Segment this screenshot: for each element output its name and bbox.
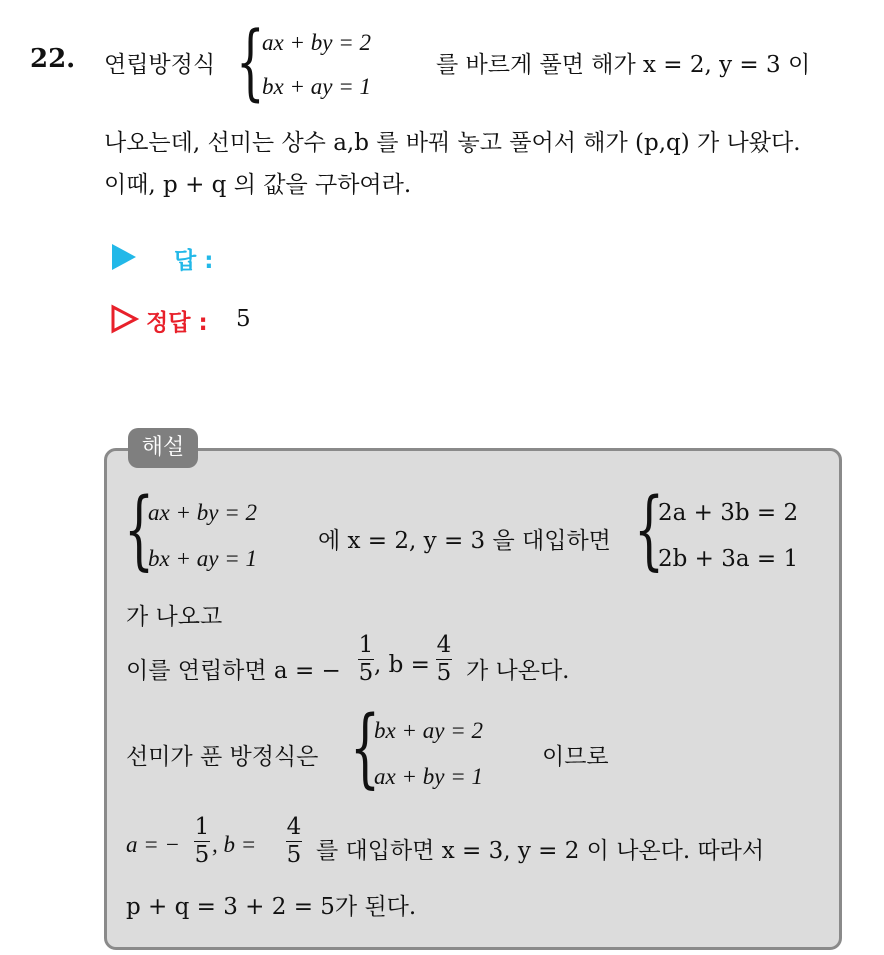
problem-line2: 나오는데, 선미는 상수 a,b 를 바꿔 놓고 풀어서 해가 (p,q) 가 나왔다. (104, 130, 801, 156)
solution-frac-1 (358, 634, 374, 685)
solution-line-a: a = − (126, 832, 181, 857)
correct-answer-value: 5 (236, 306, 251, 332)
solution-line-result: 를 대입하면 x = 3, y = 2 이 나온다. 따라서 (316, 838, 765, 864)
problem-number: 22. (30, 44, 76, 74)
system-eq-1: ax + by = 2 (262, 30, 371, 55)
answer-arrow-icon (110, 242, 138, 272)
frac2-den: 5 (436, 660, 452, 686)
solution-line-ganaogo: 가 나오고 (126, 604, 223, 630)
solution-system2-eq2: 2b + 3a = 1 (658, 546, 799, 572)
solution-system3-eq1: bx + ay = 2 (374, 718, 483, 743)
frac1-num: 1 (358, 632, 374, 658)
solution-solve-prefix: 이를 연립하면 a = − (126, 658, 341, 684)
solution-system1-eq1: ax + by = 2 (148, 500, 257, 525)
problem-prefix: 연립방정식 (104, 52, 216, 78)
system-eq-2: bx + ay = 1 (262, 74, 371, 99)
frac1-den: 5 (358, 660, 374, 686)
solution-sub-text: 에 x = 2, y = 3 을 대입하면 (318, 528, 611, 554)
solution-system3-eq2: ax + by = 1 (374, 764, 483, 789)
frac4-num: 4 (286, 814, 302, 840)
system-brace: { (236, 15, 265, 110)
solution-system2-eq1: 2a + 3b = 2 (658, 500, 799, 526)
answer-label: 답 : (174, 248, 214, 274)
solution-frac-4 (286, 816, 302, 867)
solution-seonmi-prefix: 선미가 푼 방정식은 (126, 744, 319, 770)
frac3-num: 1 (194, 814, 210, 840)
solution-solve-mid: , b = (374, 652, 430, 678)
problem-line3: 이때, p + q 의 값을 구하여라. (104, 172, 412, 198)
solution-tab: 해설 (128, 428, 198, 468)
solution-final: p + q = 3 + 2 = 5가 된다. (126, 894, 417, 920)
frac4-den: 5 (286, 842, 302, 868)
solution-brace-2: { (634, 480, 665, 580)
correct-answer-label: 정답 : (146, 310, 208, 336)
problem-line1-suffix: 를 바르게 풀면 해가 x = 2, y = 3 이 (436, 52, 811, 78)
solution-system1-eq2: bx + ay = 1 (148, 546, 257, 571)
solution-line-b: , b = (212, 832, 257, 857)
solution-frac-2 (436, 634, 452, 685)
correct-answer-arrow-icon (110, 304, 140, 334)
solution-brace-3: { (350, 698, 381, 798)
solution-seonmi-suffix: 이므로 (542, 744, 609, 770)
solution-brace-1: { (124, 480, 155, 580)
frac3-den: 5 (194, 842, 210, 868)
solution-frac-3 (194, 816, 210, 867)
frac2-num: 4 (436, 632, 452, 658)
solution-solve-suffix: 가 나온다. (466, 658, 570, 684)
